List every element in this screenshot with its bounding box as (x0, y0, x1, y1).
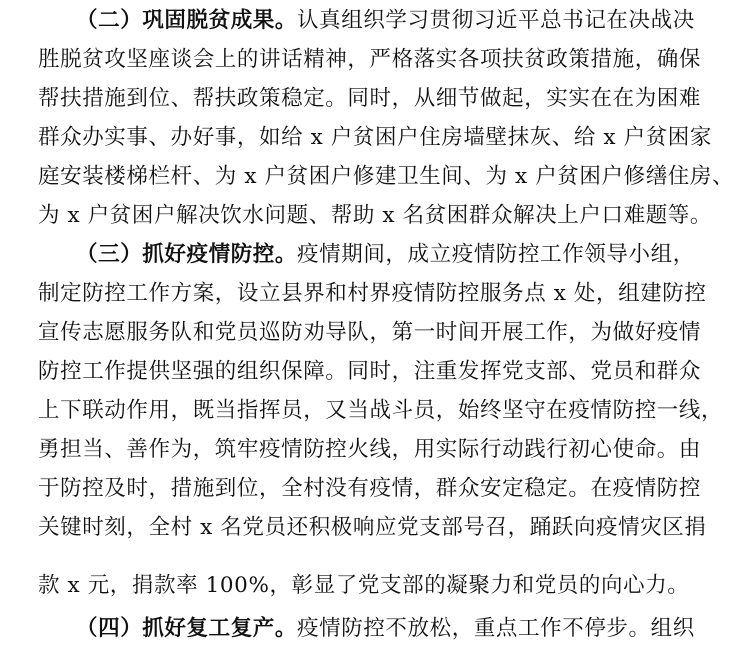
section-3-line-2: 制定防控工作方案，设立县界和村界疫情防控服务点 x 处，组建防控 (38, 281, 707, 306)
section-2-line-6: 为 x 户贫困户解决饮水问题、帮助 x 名贫困群众解决上户口难题等。 (38, 203, 712, 228)
section-3-line-1: 疫情期间，成立疫情防控工作领导小组， (297, 242, 695, 267)
section-4-first-line (76, 612, 695, 646)
section-4-line-1: 疫情防控不放松，重点工作不停步。组织 (297, 616, 695, 641)
section-3-heading: （三）抓好疫情防控。 (76, 242, 298, 267)
section-2-line-3: 帮扶措施到位、帮扶政策稳定。同时，从细节做起，实实在在为困难 (38, 86, 702, 111)
section-2-line-5: 庭安装楼梯栏杆、为 x 户贫困户修建卫生间、为 x 户贫困户修缮住房、 (38, 164, 734, 189)
section-3-line-5: 上下联动作用，既当指挥员，又当战斗员，始终坚守在疫情防控一线， (38, 398, 724, 423)
section-2-first-line (76, 4, 695, 38)
section-2-line-2: 胜脱贫攻坚座谈会上的讲话精神，严格落实各项扶贫政策措施，确保 (38, 47, 702, 72)
section-3-line-4: 防控工作提供坚强的组织保障。同时，注重发挥党支部、党员和群众 (38, 359, 702, 384)
section-3-line-3: 宣传志愿服务队和党员巡防劝导队，第一时间开展工作，为做好疫情 (38, 320, 702, 345)
section-3-line-6: 勇担当、善作为，筑牢疫情防控火线，用实际行动践行初心使命。由 (38, 437, 702, 462)
section-3-first-line (76, 238, 695, 272)
section-4-heading: （四）抓好复工复产。 (76, 616, 298, 641)
section-3-line-7: 于防控及时，措施到位，全村没有疫情，群众安定稳定。在疫情防控 (38, 476, 702, 501)
section-3-line-8: 关键时刻，全村 x 名党员还积极响应党支部号召，踊跃向疫情灾区捐 (38, 515, 707, 540)
section-2-heading: （二）巩固脱贫成果。 (76, 8, 298, 33)
section-2-line-4: 群众办实事、办好事，如给 x 户贫困户住房墙壁抹灰、给 x 户贫困家 (38, 125, 712, 150)
section-2-line-1: 认真组织学习贯彻习近平总书记在决战决 (297, 8, 695, 33)
section-3-line-9: 款 x 元，捐款率 100%，彰显了党支部的凝聚力和党员的向心力。 (38, 573, 690, 598)
